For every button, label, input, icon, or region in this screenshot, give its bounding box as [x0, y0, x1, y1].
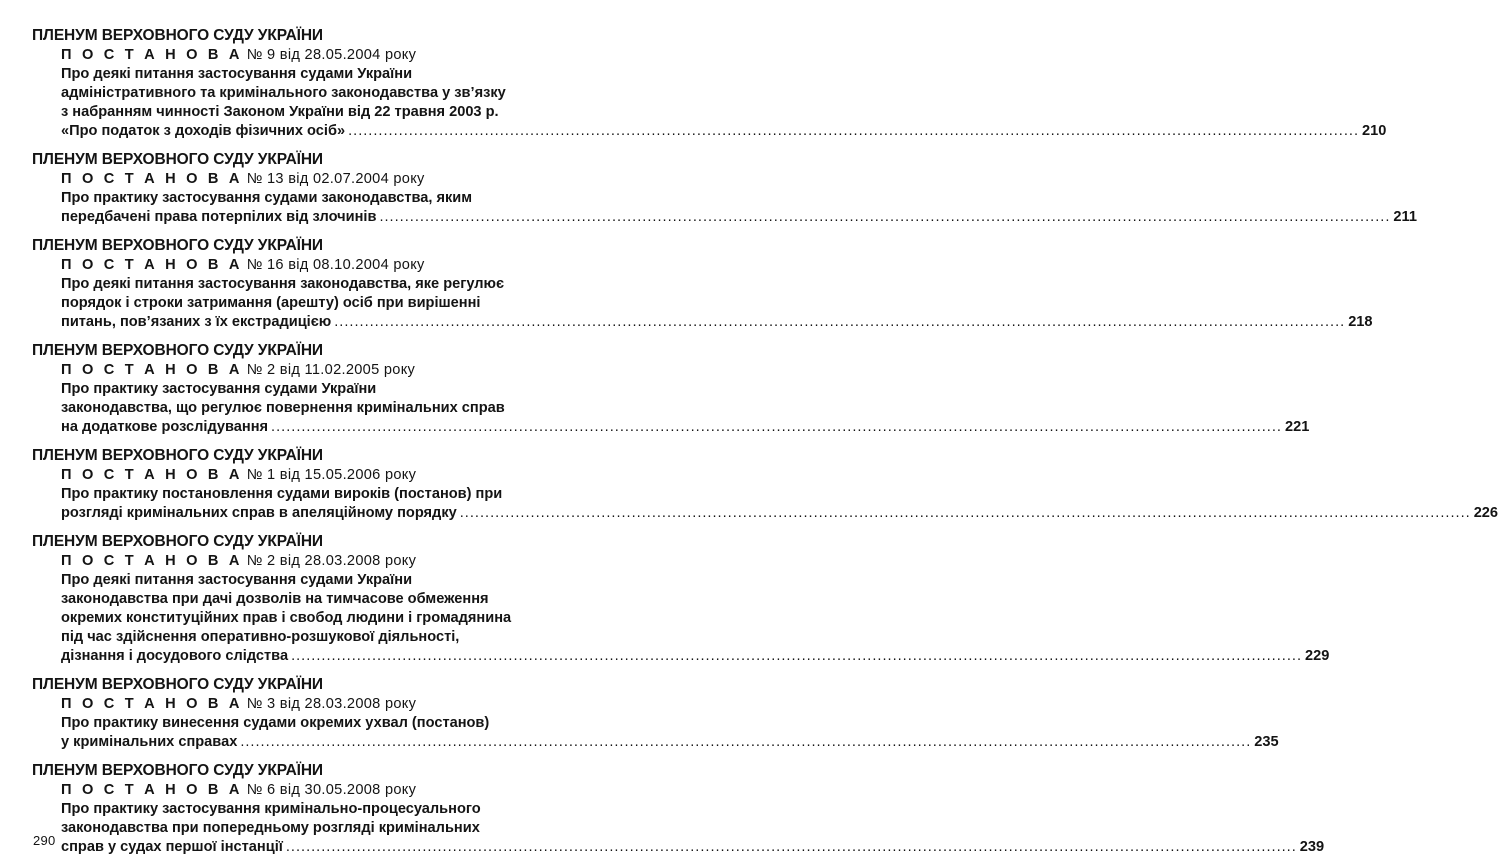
- dot-leader: ........................................................................................................................................................................................................: [291, 648, 1303, 664]
- page-number: 226: [1473, 505, 1498, 521]
- toc-entry: [32, 341, 1310, 437]
- page-number: 211: [1393, 209, 1417, 225]
- dot-leader: ........................................................................................................................................................................................................: [348, 123, 1360, 139]
- resolution-number: № 2 від 11.02.2005 року: [246, 362, 416, 378]
- toc-entry: [32, 446, 1498, 523]
- resolution-word: П О С Т А Н О В А: [61, 362, 243, 378]
- page-number: 218: [1348, 314, 1373, 330]
- toc-entry: [32, 532, 1330, 666]
- title-line: законодавства, що регулює повернення кримінальних справ: [61, 400, 505, 416]
- title-last-line: [61, 208, 1417, 227]
- page-number: 235: [1254, 734, 1279, 750]
- page-number: 221: [1284, 419, 1310, 435]
- title-last-line: [61, 733, 1279, 752]
- page-number: 210: [1362, 123, 1387, 139]
- title-last-line: [61, 647, 1330, 666]
- entry-body: [32, 256, 1373, 332]
- resolution-number: № 2 від 28.03.2008 року: [246, 553, 417, 569]
- court-heading: ПЛЕНУМ ВЕРХОВНОГО СУДУ УКРАЇНИ: [32, 676, 323, 693]
- entry-body: [32, 170, 1417, 227]
- entry-body: [32, 361, 1310, 437]
- court-heading: ПЛЕНУМ ВЕРХОВНОГО СУДУ УКРАЇНИ: [32, 342, 323, 359]
- court-heading: ПЛЕНУМ ВЕРХОВНОГО СУДУ УКРАЇНИ: [32, 447, 323, 464]
- title-line: адміністративного та кримінального законодавства у зв’язку: [61, 85, 506, 101]
- title-line: законодавства при попередньому розгляді кримінальних: [61, 820, 480, 836]
- resolution-number: № 3 від 28.03.2008 року: [246, 696, 417, 712]
- title-line: Про практику застосування судами України: [61, 381, 377, 397]
- title-line: Про деякі питання застосування судами України: [61, 572, 413, 588]
- title-line: законодавства при дачі дозволів на тимчасове обмеження: [61, 591, 489, 607]
- resolution-number: № 16 від 08.10.2004 року: [246, 257, 425, 273]
- title-line: під час здійснення оперативно-розшукової діяльності,: [61, 629, 460, 645]
- dot-leader: ........................................................................................................................................................................................................: [459, 505, 1471, 521]
- toc-entry: [32, 761, 1325, 857]
- title-line: Про деякі питання застосування законодавства, яке регулює: [61, 276, 505, 292]
- court-heading: ПЛЕНУМ ВЕРХОВНОГО СУДУ УКРАЇНИ: [32, 533, 323, 550]
- resolution-line: [61, 361, 572, 380]
- resolution-word: П О С Т А Н О В А: [61, 257, 243, 273]
- resolution-word: П О С Т А Н О В А: [61, 47, 243, 63]
- resolution-word: П О С Т А Н О В А: [61, 696, 243, 712]
- dot-leader: ........................................................................................................................................................................................................: [240, 734, 1252, 750]
- entry-body: [32, 552, 1330, 666]
- toc-entry: [32, 150, 1417, 227]
- toc-entry: [32, 236, 1373, 332]
- court-heading: ПЛЕНУМ ВЕРХОВНОГО СУДУ УКРАЇНИ: [32, 237, 323, 254]
- title-line: порядок і строки затримання (арешту) осіб при вирішенні: [61, 295, 481, 311]
- entry-body: [32, 466, 1498, 523]
- title-last-line: [61, 838, 1325, 857]
- resolution-word: П О С Т А Н О В А: [61, 171, 243, 187]
- title-line: питань, пов’язаних з їх екстрадицією: [61, 314, 332, 330]
- dot-leader: ........................................................................................................................................................................................................: [379, 209, 1391, 225]
- title-last-line: [61, 313, 1373, 332]
- title-line: Про практику застосування кримінально-процесуального: [61, 801, 481, 817]
- toc-entry: [32, 26, 1387, 141]
- title-line: окремих конституційних прав і свобод людини і громадянина: [61, 610, 512, 626]
- resolution-line: [61, 256, 572, 275]
- title-line: «Про податок з доходів фізичних осіб»: [61, 123, 346, 139]
- resolution-line: [61, 46, 572, 65]
- resolution-line: [61, 552, 572, 571]
- page-number: 239: [1299, 839, 1325, 855]
- resolution-word: П О С Т А Н О В А: [61, 467, 243, 483]
- title-line: Про деякі питання застосування судами України: [61, 66, 413, 82]
- resolution-line: [61, 695, 572, 714]
- dot-leader: ........................................................................................................................................................................................................: [285, 839, 1297, 855]
- resolution-number: № 13 від 02.07.2004 року: [246, 171, 425, 187]
- resolution-number: № 6 від 30.05.2008 року: [246, 782, 417, 798]
- entry-body: [32, 46, 1387, 141]
- resolution-number: № 1 від 15.05.2006 року: [246, 467, 417, 483]
- entry-body: [32, 781, 1325, 857]
- title-line: Про практику застосування судами законодавства, яким: [61, 190, 473, 206]
- folio-page-number: 290: [33, 833, 56, 848]
- court-heading: ПЛЕНУМ ВЕРХОВНОГО СУДУ УКРАЇНИ: [32, 762, 323, 779]
- title-line: Про практику винесення судами окремих ухвал (постанов): [61, 715, 490, 731]
- table-of-contents: [32, 26, 1498, 866]
- resolution-line: [61, 170, 572, 189]
- dot-leader: ........................................................................................................................................................................................................: [334, 314, 1346, 330]
- title-last-line: [61, 122, 1387, 141]
- resolution-word: П О С Т А Н О В А: [61, 782, 243, 798]
- title-line: Про практику постановлення судами вироків (постанов) при: [61, 486, 503, 502]
- title-line: передбачені права потерпілих від злочинів: [61, 209, 377, 225]
- resolution-number: № 9 від 28.05.2004 року: [246, 47, 417, 63]
- title-line: розгляді кримінальних справ в апеляційному порядку: [61, 505, 457, 521]
- entry-body: [32, 695, 1279, 752]
- toc-entry: [32, 675, 1279, 752]
- court-heading: ПЛЕНУМ ВЕРХОВНОГО СУДУ УКРАЇНИ: [32, 27, 323, 44]
- resolution-line: [61, 781, 572, 800]
- resolution-line: [61, 466, 572, 485]
- page-number: 229: [1305, 648, 1330, 664]
- title-line: на додаткове розслідування: [61, 419, 269, 435]
- dot-leader: ........................................................................................................................................................................................................: [271, 419, 1282, 435]
- title-line: дізнання і досудового слідства: [61, 648, 289, 664]
- title-last-line: [61, 504, 1498, 523]
- title-line: з набранням чинності Законом України від 22 травня 2003 р.: [61, 104, 499, 120]
- resolution-word: П О С Т А Н О В А: [61, 553, 243, 569]
- title-line: у кримінальних справах: [61, 734, 238, 750]
- court-heading: ПЛЕНУМ ВЕРХОВНОГО СУДУ УКРАЇНИ: [32, 151, 323, 168]
- title-line: справ у судах першої інстанції: [61, 839, 283, 855]
- title-last-line: [61, 418, 1310, 437]
